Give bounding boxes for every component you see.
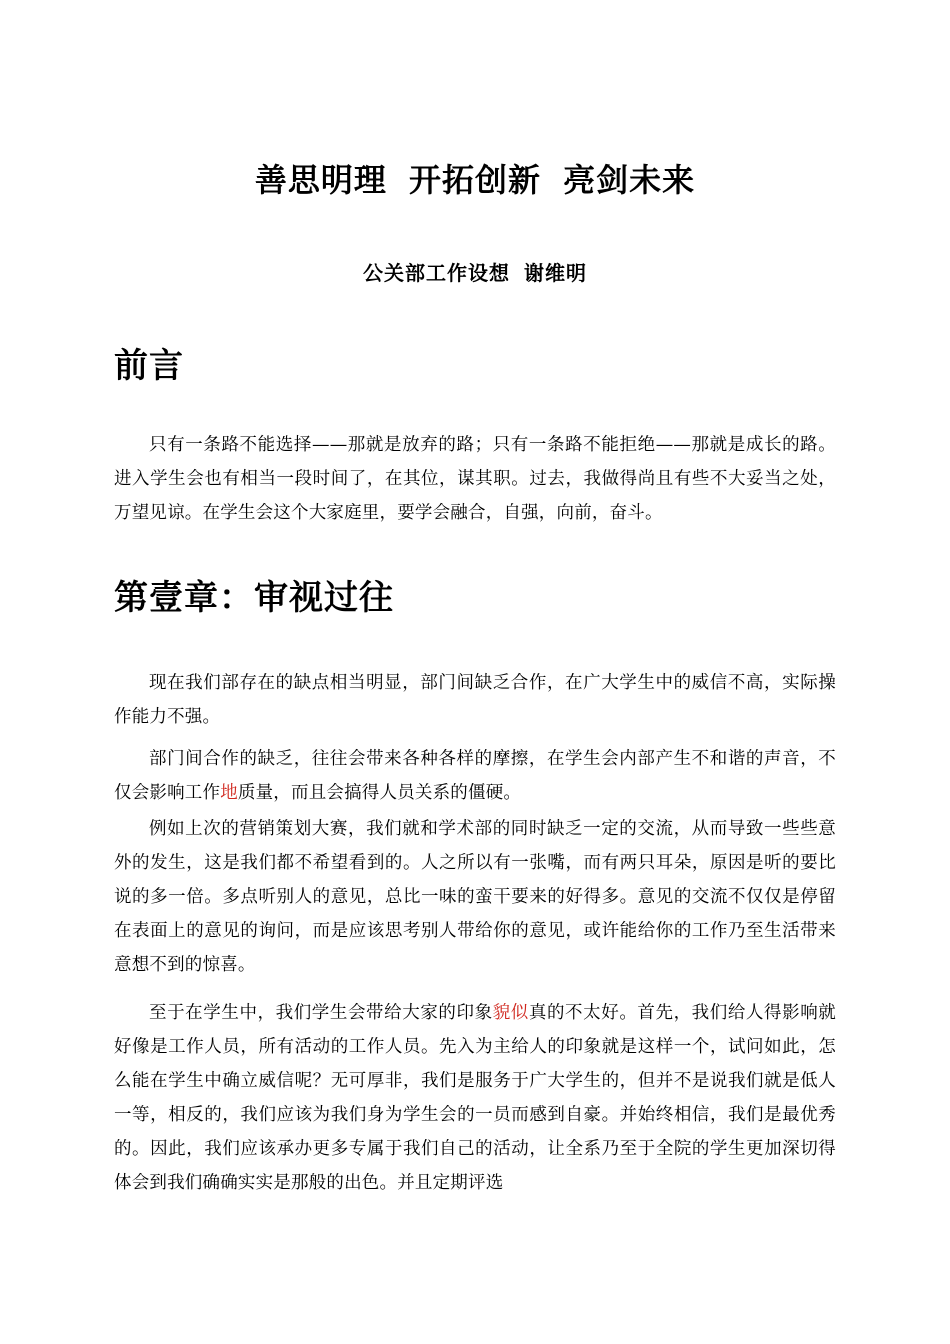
chapter1-paragraph-2 (114, 742, 836, 810)
document-title: 善思明理 开拓创新 亮剑未来 (254, 161, 696, 199)
paragraph-text-segment: 至于在学生中，我们学生会带给大家的印象 (149, 1003, 493, 1023)
paragraph-text-segment: 质量，而且会搞得人员关系的僵硬。 (237, 783, 522, 803)
preface-heading: 前言 (114, 346, 184, 386)
chapter1-paragraph-1: 现在我们部存在的缺点相当明显，部门间缺乏合作，在广大学生中的威信不高，实际操作能力不强。 (114, 673, 836, 727)
preface-paragraph: 只有一条路不能选择——那就是放弃的路；只有一条路不能拒绝——那就是成长的路。进入学生会也有相当一段时间了，在其位，谋其职。过去，我做得尚且有些不大妥当之处，万望见谅。在学生会这个大家庭里，要学会融合，自强，向前，奋斗。 (114, 435, 836, 523)
document-subtitle: 公关部工作设想 谢维明 (363, 261, 587, 285)
chapter1-paragraph-3: 例如上次的营销策划大赛，我们就和学术部的同时缺乏一定的交流，从而导致一些些意外的发生，这是我们都不希望看到的。人之所以有一张嘴，而有两只耳朵，原因是听的要比说的多一倍。多点听别人的意见，总比一味的蛮干要来的好得多。意见的交流不仅仅是停留在表面上的意见的询问，而是应该思考别人带给你的意见，或许能给你的工作乃至生活带来意想不到的惊喜。 (114, 819, 836, 975)
highlighted-text: 地 (220, 783, 238, 803)
chapter1-heading: 第壹章：审视过往 (114, 578, 394, 618)
paragraph-text-segment: 部门间合作的缺乏，往往会带来各种各样的摩擦，在学生会内部产生不和谐的声音，不仅会影响工作 (114, 749, 836, 803)
highlighted-text: 貌似 (492, 1003, 529, 1023)
paragraph-text-segment: 真的不太好。首先，我们给人得影响就好像是工作人员，所有活动的工作人员。先入为主给人的印象就是这样一个，试问如此，怎么能在学生中确立威信呢？无可厚非，我们是服务于广大学生的，但并不是说我们就是低人一等，相反的，我们应该为我们身为学生会的一员而感到自豪。并始终相信，我们是最优秀的。因此，我们应该承办更多专属于我们自己的活动，让全系乃至于全院的学生更加深切得体会到我们确确实实是那般的出色。并且定期评选 (114, 1003, 836, 1193)
chapter1-paragraph-4 (114, 996, 836, 1200)
